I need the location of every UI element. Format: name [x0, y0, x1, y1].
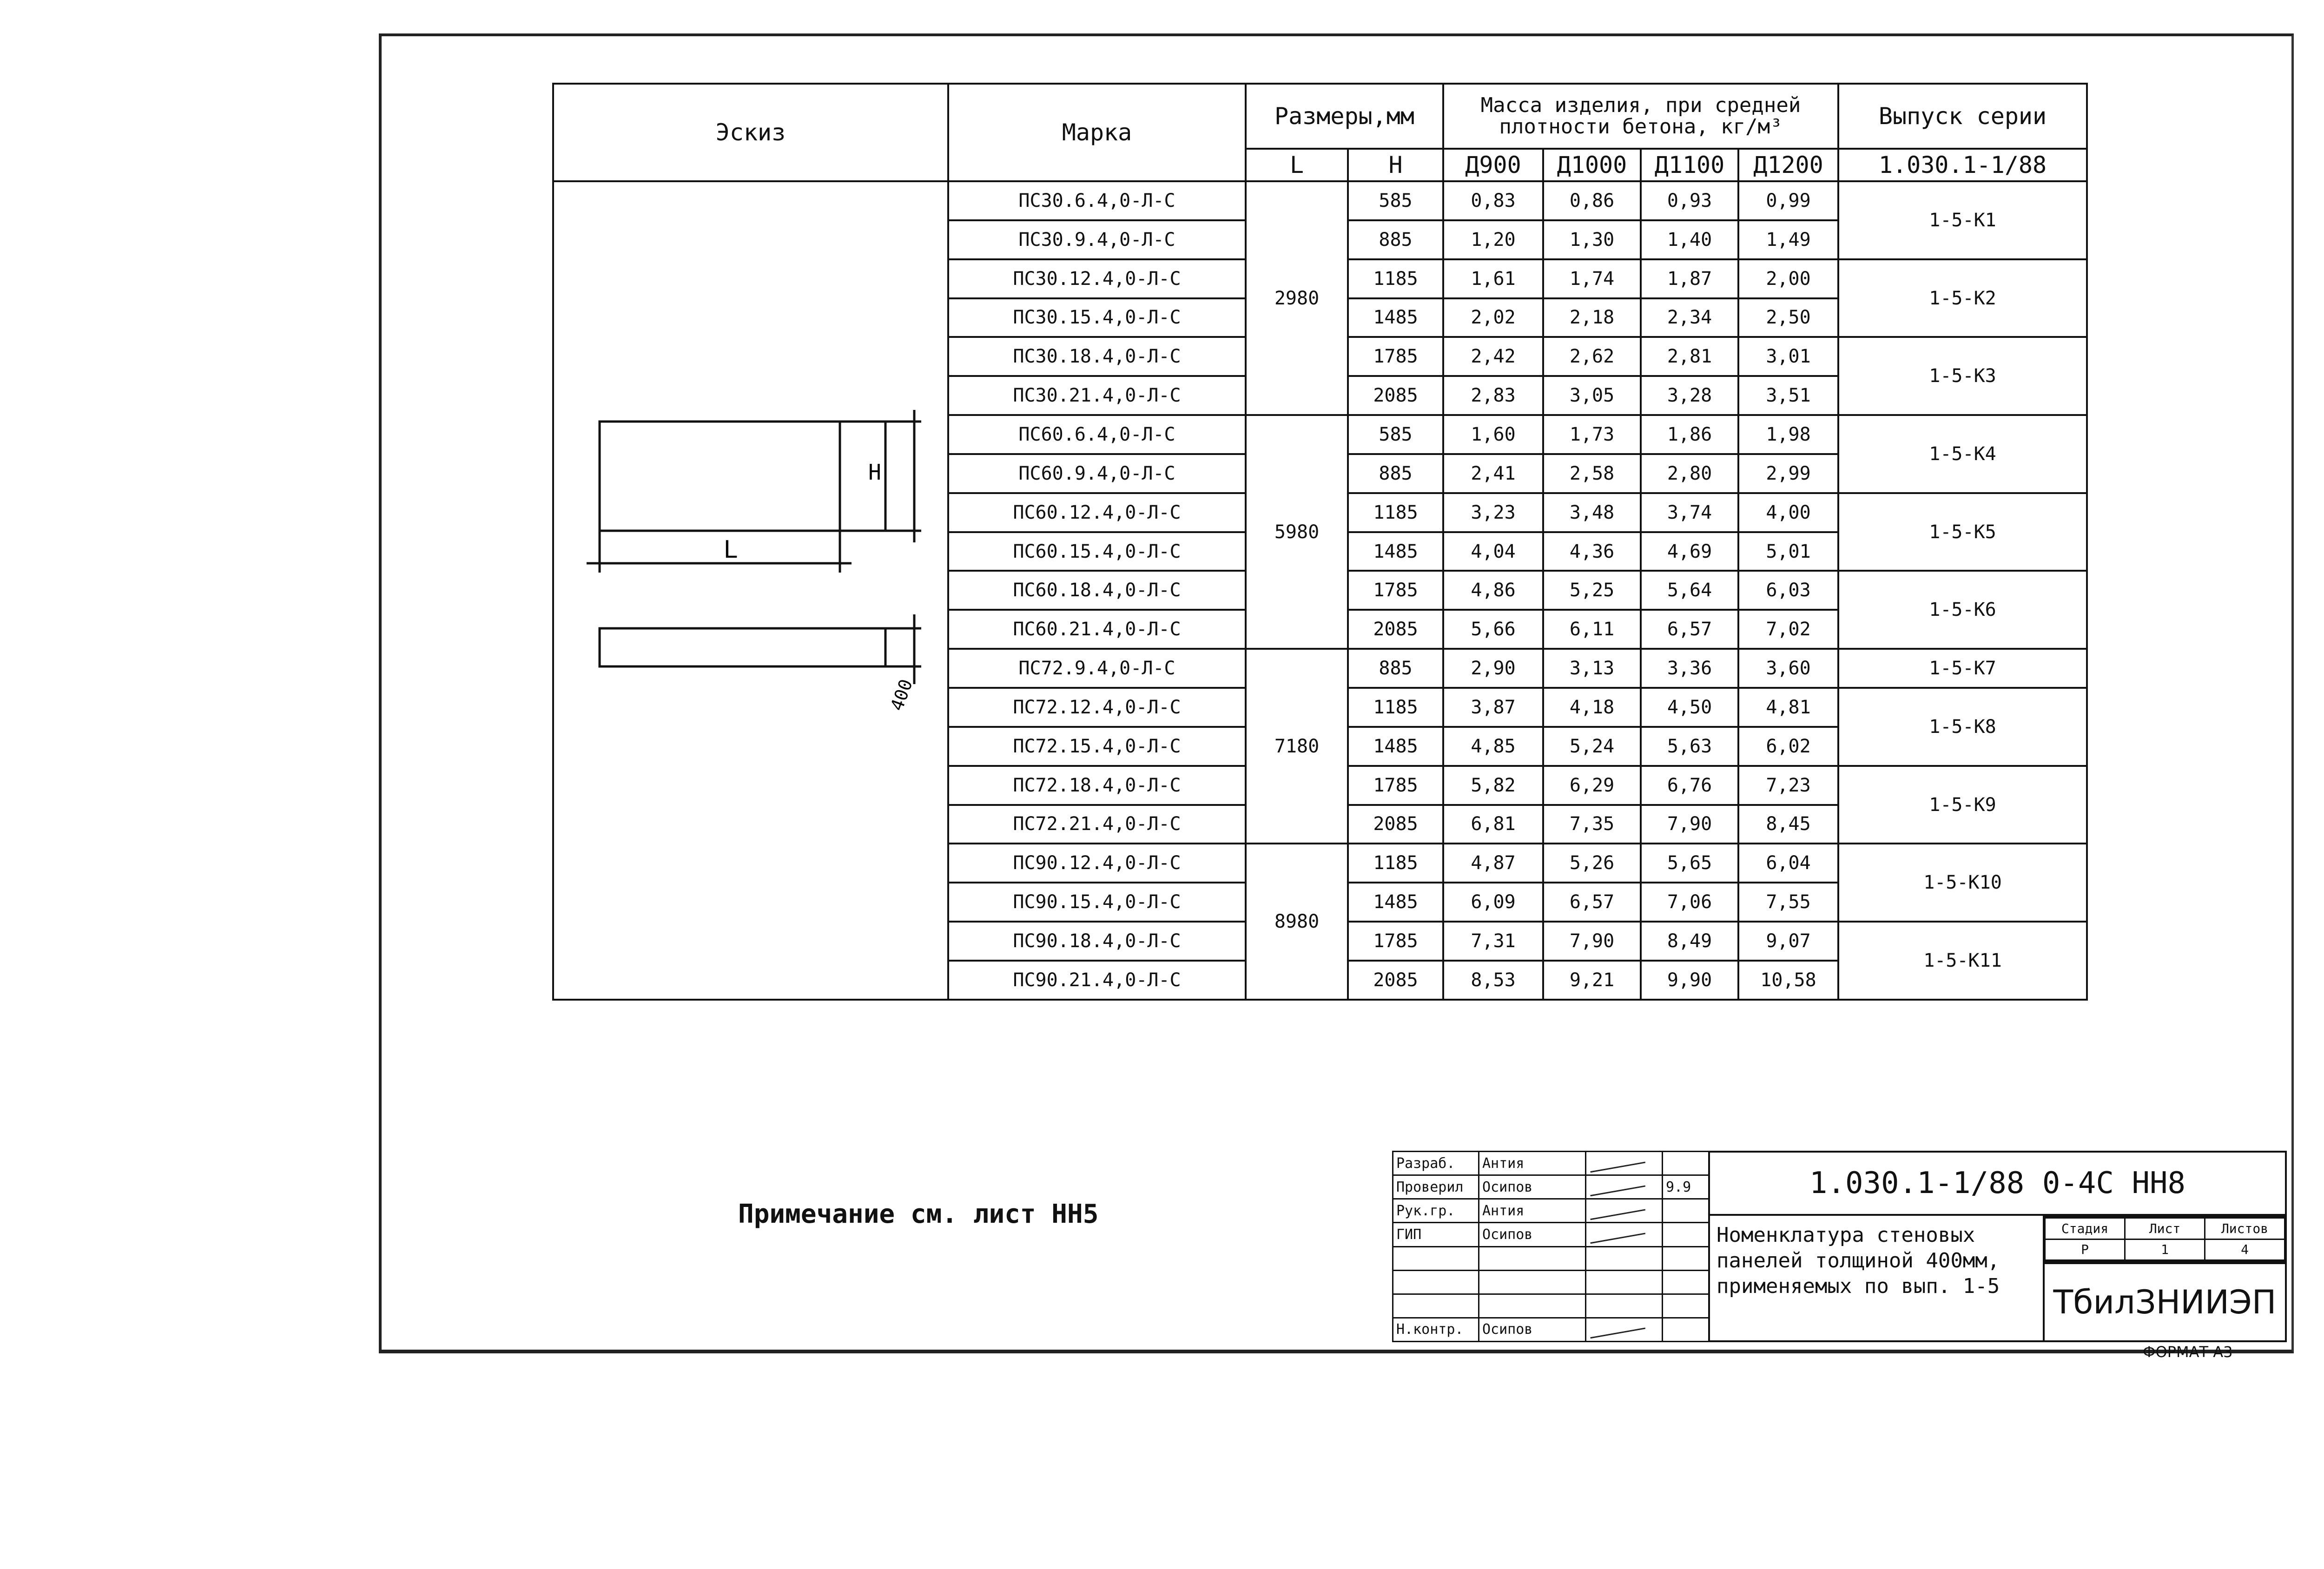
stamp-role — [1393, 1246, 1479, 1270]
cell-m900: 2,42 — [1443, 337, 1543, 376]
stamp-role — [1393, 1294, 1479, 1318]
cell-m1000: 5,24 — [1543, 727, 1641, 766]
stamp-date: 9.9 — [1663, 1175, 1709, 1199]
cell-m1100: 2,80 — [1641, 454, 1738, 493]
sheet-info — [2043, 1216, 2287, 1262]
sketch-cell — [553, 181, 948, 1000]
cell-m1200: 8,45 — [1738, 805, 1838, 844]
document-title: Номенклатура стеновых панелей толщиной 400мм, применяемых по вып. 1-5 — [1708, 1216, 2043, 1342]
cell-mark: ПС30.18.4,0-Л-С — [948, 337, 1246, 376]
stamp-signature — [1586, 1175, 1663, 1199]
stamp-signature — [1586, 1246, 1663, 1270]
cell-m900: 1,61 — [1443, 259, 1543, 298]
cell-m1000: 6,11 — [1543, 610, 1641, 649]
table-body — [553, 181, 2087, 1000]
cell-H: 1185 — [1348, 688, 1443, 727]
stamp-signature — [1586, 1223, 1663, 1246]
cell-H: 1485 — [1348, 883, 1443, 922]
cell-m1000: 3,48 — [1543, 493, 1641, 532]
cell-m900: 6,09 — [1443, 883, 1543, 922]
stamp-name — [1479, 1246, 1586, 1270]
cell-m900: 3,23 — [1443, 493, 1543, 532]
cell-m1000: 3,13 — [1543, 649, 1641, 688]
stage-value: Р — [2045, 1239, 2125, 1260]
stamp-name: Антия — [1479, 1152, 1586, 1175]
cell-issue: 1-5-К8 — [1838, 688, 2087, 766]
cell-mark: ПС60.21.4,0-Л-С — [948, 610, 1246, 649]
cell-m1000: 2,58 — [1543, 454, 1641, 493]
cell-mark: ПС30.15.4,0-Л-С — [948, 298, 1246, 337]
cell-m900: 5,82 — [1443, 766, 1543, 805]
signature-mark — [1589, 1224, 1645, 1244]
cell-m900: 2,41 — [1443, 454, 1543, 493]
cell-H: 585 — [1348, 415, 1443, 454]
sheet-value: 1 — [2125, 1239, 2205, 1260]
cell-m900: 2,02 — [1443, 298, 1543, 337]
col-sketch: Эскиз — [553, 84, 948, 181]
col-series: Выпуск серии — [1838, 84, 2087, 149]
cell-issue: 1-5-К7 — [1838, 649, 2087, 688]
cell-m1100: 8,49 — [1641, 922, 1738, 961]
cell-m1000: 6,29 — [1543, 766, 1641, 805]
col-series-code: 1.030.1-1/88 — [1838, 149, 2087, 181]
stamp-row — [1393, 1294, 1709, 1318]
col-L: L — [1246, 149, 1348, 181]
cell-m900: 1,60 — [1443, 415, 1543, 454]
cell-H: 1185 — [1348, 493, 1443, 532]
stamp-row — [1393, 1223, 1709, 1246]
cell-m1200: 10,58 — [1738, 961, 1838, 1000]
cell-m1000: 4,36 — [1543, 532, 1641, 571]
sheets-value: 4 — [2205, 1239, 2285, 1260]
cell-m900: 8,53 — [1443, 961, 1543, 1000]
table-row — [553, 181, 2087, 220]
cell-mark: ПС60.15.4,0-Л-С — [948, 532, 1246, 571]
stamp-date — [1663, 1270, 1709, 1294]
cell-m1100: 0,93 — [1641, 181, 1738, 220]
cell-H: 1785 — [1348, 337, 1443, 376]
panel-elevation — [600, 422, 885, 531]
cell-H: 1485 — [1348, 727, 1443, 766]
format-label: ФОРМАТ А3 — [2143, 1343, 2233, 1361]
cell-m1100: 5,64 — [1641, 571, 1738, 610]
cell-H: 2085 — [1348, 805, 1443, 844]
cell-length: 8980 — [1246, 844, 1348, 1000]
stamp-date — [1663, 1223, 1709, 1246]
col-d1200: Д1200 — [1738, 149, 1838, 181]
cell-mark: ПС30.9.4,0-Л-С — [948, 220, 1246, 259]
cell-H: 1785 — [1348, 766, 1443, 805]
cell-m900: 4,04 — [1443, 532, 1543, 571]
cell-m1000: 1,73 — [1543, 415, 1641, 454]
cell-mark: ПС60.9.4,0-Л-С — [948, 454, 1246, 493]
cell-m1100: 9,90 — [1641, 961, 1738, 1000]
note-text: Примечание см. лист НН5 — [738, 1199, 1099, 1229]
cell-m900: 3,87 — [1443, 688, 1543, 727]
signature-table — [1392, 1151, 1710, 1342]
cell-issue: 1-5-К2 — [1838, 259, 2087, 337]
cell-m1200: 7,02 — [1738, 610, 1838, 649]
cell-H: 885 — [1348, 454, 1443, 493]
stamp-row — [1393, 1270, 1709, 1294]
cell-H: 1185 — [1348, 844, 1443, 883]
cell-m1000: 5,26 — [1543, 844, 1641, 883]
cell-m1100: 4,50 — [1641, 688, 1738, 727]
cell-m1100: 7,06 — [1641, 883, 1738, 922]
cell-issue: 1-5-К10 — [1838, 844, 2087, 922]
cell-issue: 1-5-К3 — [1838, 337, 2087, 415]
cell-m1200: 6,02 — [1738, 727, 1838, 766]
stamp-role: Проверил — [1393, 1175, 1479, 1199]
stamp-date — [1663, 1152, 1709, 1175]
title-block — [1392, 1151, 2287, 1342]
cell-m1100: 2,34 — [1641, 298, 1738, 337]
cell-length: 2980 — [1246, 181, 1348, 415]
col-mark: Марка — [948, 84, 1246, 181]
cell-issue: 1-5-К6 — [1838, 571, 2087, 649]
stamp-name — [1479, 1294, 1586, 1318]
cell-m1200: 0,99 — [1738, 181, 1838, 220]
cell-m900: 1,20 — [1443, 220, 1543, 259]
stamp-signature — [1586, 1270, 1663, 1294]
cell-m1100: 1,86 — [1641, 415, 1738, 454]
col-d900: Д900 — [1443, 149, 1543, 181]
cell-m1200: 9,07 — [1738, 922, 1838, 961]
cell-m1200: 3,51 — [1738, 376, 1838, 415]
cell-H: 1485 — [1348, 532, 1443, 571]
cell-m900: 0,83 — [1443, 181, 1543, 220]
cell-H: 2085 — [1348, 610, 1443, 649]
cell-mark: ПС60.6.4,0-Л-С — [948, 415, 1246, 454]
cell-m1100: 3,74 — [1641, 493, 1738, 532]
cell-mark: ПС30.12.4,0-Л-С — [948, 259, 1246, 298]
stamp-date — [1663, 1294, 1709, 1318]
stamp-signature — [1586, 1318, 1663, 1341]
cell-m1100: 1,40 — [1641, 220, 1738, 259]
cell-issue: 1-5-К11 — [1838, 922, 2087, 1000]
cell-m1000: 2,18 — [1543, 298, 1641, 337]
cell-issue: 1-5-К5 — [1838, 493, 2087, 571]
cell-m900: 5,66 — [1443, 610, 1543, 649]
stamp-signature — [1586, 1152, 1663, 1175]
cell-m1100: 6,57 — [1641, 610, 1738, 649]
cell-mark: ПС30.21.4,0-Л-С — [948, 376, 1246, 415]
col-sizes: Размеры,мм — [1246, 84, 1443, 149]
stamp-name: Осипов — [1479, 1318, 1586, 1341]
sheet-header: Лист — [2125, 1218, 2205, 1239]
stamp-name: Осипов — [1479, 1223, 1586, 1246]
cell-m1100: 1,87 — [1641, 259, 1738, 298]
signature-mark — [1589, 1318, 1645, 1338]
stamp-role — [1393, 1270, 1479, 1294]
stamp-date — [1663, 1246, 1709, 1270]
cell-mark: ПС90.15.4,0-Л-С — [948, 883, 1246, 922]
col-mass: Масса изделия, при средней плотности бетона, кг/м³ — [1443, 84, 1838, 149]
cell-m1200: 4,81 — [1738, 688, 1838, 727]
cell-H: 1185 — [1348, 259, 1443, 298]
dim-thickness: 400 — [886, 676, 917, 714]
signature-mark — [1589, 1152, 1645, 1172]
cell-H: 2085 — [1348, 376, 1443, 415]
cell-m1000: 7,35 — [1543, 805, 1641, 844]
cell-issue: 1-5-К9 — [1838, 766, 2087, 844]
stamp-date — [1663, 1199, 1709, 1223]
cell-H: 1485 — [1348, 298, 1443, 337]
stamp-signature — [1586, 1199, 1663, 1223]
nomenclature-table — [552, 83, 2088, 1001]
cell-m1000: 6,57 — [1543, 883, 1641, 922]
cell-m1100: 7,90 — [1641, 805, 1738, 844]
cell-m1000: 0,86 — [1543, 181, 1641, 220]
stamp-role: Разраб. — [1393, 1152, 1479, 1175]
stage-header: Стадия — [2045, 1218, 2125, 1239]
cell-H: 585 — [1348, 181, 1443, 220]
cell-H: 1785 — [1348, 571, 1443, 610]
cell-m900: 2,83 — [1443, 376, 1543, 415]
cell-m1200: 2,00 — [1738, 259, 1838, 298]
cell-m1200: 5,01 — [1738, 532, 1838, 571]
cell-m1100: 5,63 — [1641, 727, 1738, 766]
cell-m1100: 4,69 — [1641, 532, 1738, 571]
cell-m900: 4,85 — [1443, 727, 1543, 766]
cell-m900: 4,86 — [1443, 571, 1543, 610]
stamp-row — [1393, 1199, 1709, 1223]
cell-m1000: 7,90 — [1543, 922, 1641, 961]
cell-m1200: 6,03 — [1738, 571, 1838, 610]
stamp-date — [1663, 1318, 1709, 1341]
cell-mark: ПС90.12.4,0-Л-С — [948, 844, 1246, 883]
cell-m1200: 2,99 — [1738, 454, 1838, 493]
cell-issue: 1-5-К4 — [1838, 415, 2087, 493]
stamp-row — [1393, 1246, 1709, 1270]
cell-m1000: 4,18 — [1543, 688, 1641, 727]
cell-mark: ПС72.9.4,0-Л-С — [948, 649, 1246, 688]
cell-mark: ПС72.12.4,0-Л-С — [948, 688, 1246, 727]
cell-m1000: 3,05 — [1543, 376, 1641, 415]
cell-mark: ПС90.21.4,0-Л-С — [948, 961, 1246, 1000]
cell-m1200: 1,98 — [1738, 415, 1838, 454]
cell-m900: 7,31 — [1443, 922, 1543, 961]
cell-m1100: 2,81 — [1641, 337, 1738, 376]
signature-mark — [1589, 1200, 1645, 1220]
cell-m1200: 7,55 — [1738, 883, 1838, 922]
stamp-name: Антия — [1479, 1199, 1586, 1223]
cell-m1200: 7,23 — [1738, 766, 1838, 805]
panel-sketch — [554, 182, 948, 1000]
stamp-role: Рук.гр. — [1393, 1199, 1479, 1223]
cell-m900: 2,90 — [1443, 649, 1543, 688]
cell-m1200: 4,00 — [1738, 493, 1838, 532]
cell-length: 7180 — [1246, 649, 1348, 844]
stamp-row — [1393, 1152, 1709, 1175]
cell-m1200: 3,60 — [1738, 649, 1838, 688]
cell-mark: ПС72.15.4,0-Л-С — [948, 727, 1246, 766]
cell-mark: ПС30.6.4,0-Л-С — [948, 181, 1246, 220]
cell-mark: ПС72.18.4,0-Л-С — [948, 766, 1246, 805]
cell-H: 885 — [1348, 649, 1443, 688]
organization: ТбилЗНИИЭП — [2043, 1262, 2287, 1342]
cell-issue: 1-5-К1 — [1838, 181, 2087, 259]
cell-m1200: 3,01 — [1738, 337, 1838, 376]
cell-m1100: 3,36 — [1641, 649, 1738, 688]
panel-section — [600, 628, 885, 666]
cell-m1100: 6,76 — [1641, 766, 1738, 805]
cell-H: 1785 — [1348, 922, 1443, 961]
document-code: 1.030.1-1/88 0-4С НН8 — [1708, 1151, 2287, 1216]
signature-mark — [1589, 1176, 1645, 1196]
cell-m1000: 1,30 — [1543, 220, 1641, 259]
cell-mark: ПС60.12.4,0-Л-С — [948, 493, 1246, 532]
cell-H: 885 — [1348, 220, 1443, 259]
cell-length: 5980 — [1246, 415, 1348, 649]
cell-m1100: 5,65 — [1641, 844, 1738, 883]
stamp-name — [1479, 1270, 1586, 1294]
cell-m1000: 1,74 — [1543, 259, 1641, 298]
cell-mark: ПС90.18.4,0-Л-С — [948, 922, 1246, 961]
stamp-row — [1393, 1318, 1709, 1341]
cell-m1000: 9,21 — [1543, 961, 1641, 1000]
dim-L: L — [723, 536, 738, 564]
stamp-role: ГИП — [1393, 1223, 1479, 1246]
cell-m900: 6,81 — [1443, 805, 1543, 844]
cell-m900: 4,87 — [1443, 844, 1543, 883]
stamp-role: Н.контр. — [1393, 1318, 1479, 1341]
cell-m1100: 3,28 — [1641, 376, 1738, 415]
cell-m1000: 2,62 — [1543, 337, 1641, 376]
cell-m1200: 1,49 — [1738, 220, 1838, 259]
col-d1000: Д1000 — [1543, 149, 1641, 181]
cell-m1200: 6,04 — [1738, 844, 1838, 883]
cell-m1200: 2,50 — [1738, 298, 1838, 337]
cell-mark: ПС60.18.4,0-Л-С — [948, 571, 1246, 610]
cell-m1000: 5,25 — [1543, 571, 1641, 610]
stamp-row — [1393, 1175, 1709, 1199]
sheets-header: Листов — [2205, 1218, 2285, 1239]
cell-mark: ПС72.21.4,0-Л-С — [948, 805, 1246, 844]
dim-H: H — [868, 460, 881, 485]
stamp-signature — [1586, 1294, 1663, 1318]
col-d1100: Д1100 — [1641, 149, 1738, 181]
stamp-name: Осипов — [1479, 1175, 1586, 1199]
cell-H: 2085 — [1348, 961, 1443, 1000]
col-H: H — [1348, 149, 1443, 181]
